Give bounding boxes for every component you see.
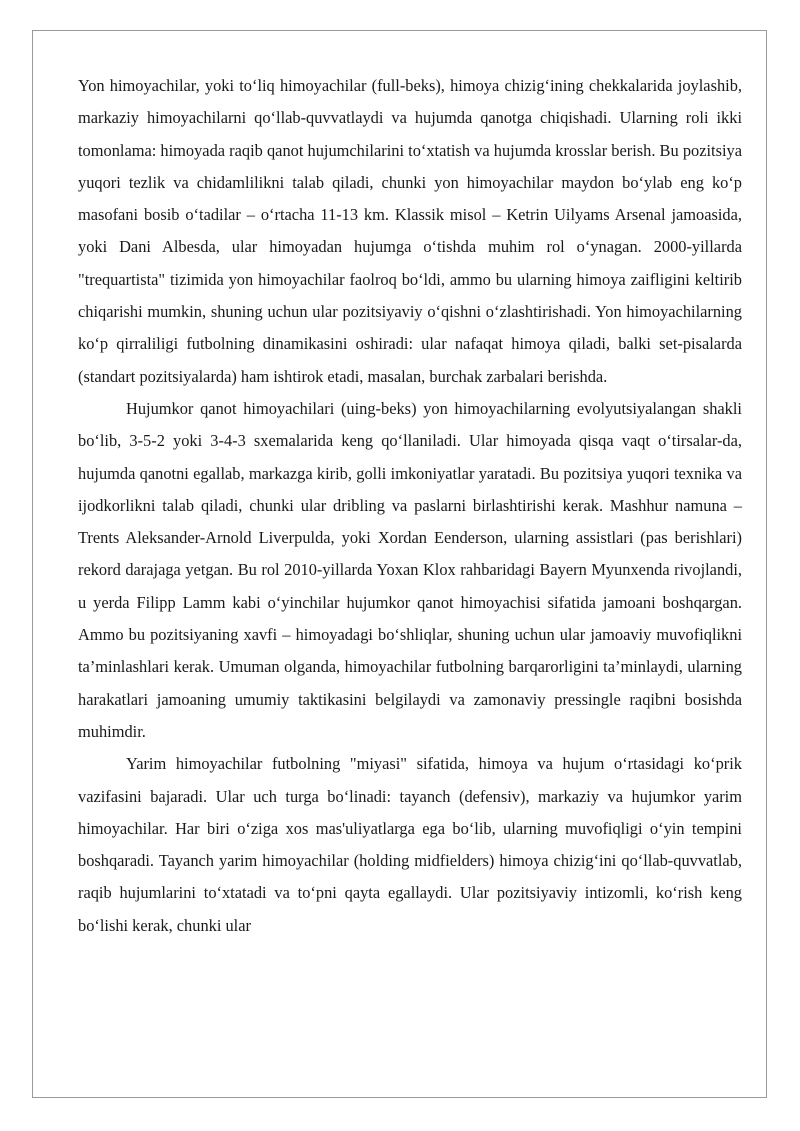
paragraph-fullbacks: Yon himoyachilar, yoki to‘liq himoyachilar (full-beks), himoya chizig‘ining chekkalarida joylashib, markaziy himoyachilarni qo‘llab-quvvatlaydi va hujumda qanotga chiqishadi. Ularning roli ikki tomonlama: himoyada raqib qanot hujumchilarini to‘xtatish va hujumda krosslar berish. Bu pozitsiya yuqori tezlik va chidamlilikni talab qiladi, chunki yon himoyachilar maydon bo‘ylab eng ko‘p masofani bosib o‘tadilar – o‘rtacha 11-13 km. Klassik misol – Ketrin Uilyams Arsenal jamoasida, yoki Dani Albesda, ular himoyadan hujumga o‘tishda muhim rol o‘ynagan. 2000-yillarda "trequartista" tizimida yon himoyachilar faolroq bo‘ldi, ammo bu ularning himoya zaifligini keltirib chiqarishi mumkin, shuning uchun ular pozitsiyaviy o‘qishni o‘zlashtirishadi. Yon himoyachilarning ko‘p qirraliligi futbolning dinamikasini oshiradi: ular nafaqat himoya qiladi, balki set-pisalarda (standart pozitsiyalarda) ham ishtirok etadi, masalan, burchak zarbalari berishda. bbox=[78, 76, 742, 386]
document-body bbox=[78, 70, 742, 942]
paragraph-midfielders: Yarim himoyachilar futbolning "miyasi" sifatida, himoya va hujum o‘rtasidagi ko‘prik vazifasini bajaradi. Ular uch turga bo‘linadi: tayanch (defensiv), markaziy va hujumkor yarim himoyachilar. Har biri o‘ziga xos mas'uliyatlarga ega bo‘lib, ularning muvofiqligi o‘yin tempini boshqaradi. Tayanch yarim himoyachilar (holding midfielders) himoya chizig‘ini qo‘llab-quvvatlab, raqib hujumlarini to‘xtatadi va to‘pni qayta egallaydi. Ular pozitsiyaviy intizomli, ko‘rish keng bo‘lishi kerak, chunki ular bbox=[78, 754, 742, 935]
paragraph-wingbacks: Hujumkor qanot himoyachilari (uing-beks) yon himoyachilarning evolyutsiyalangan shakli bo‘lib, 3-5-2 yoki 3-4-3 sxemalarida keng qo‘llaniladi. Ular himoyada qisqa vaqt o‘tirsalar-da, hujumda qanotni egallab, markazga kirib, golli imkoniyatlar yaratadi. Bu pozitsiya yuqori texnika va ijodkorlikni talab qiladi, chunki ular dribling va paslarni birlashtirishi kerak. Mashhur namuna – Trents Aleksander-Arnold Liverpulda, yoki Xordan Eenderson, ularning assistlari (pas berishlari) rekord darajaga yetgan. Bu rol 2010-yillarda Yoxan Klox rahbaridagi Bayern Myunxenda rivojlandi, u yerda Filipp Lamm kabi o‘yinchilar hujumkor qanot himoyachisi sifatida jamoani boshqargan. Ammo bu pozitsiyaning xavfi – himoyadagi bo‘shliqlar, shuning uchun ular jamoaviy muvofiqlikni ta’minlashlari kerak. Umuman olganda, himoyachilar futbolning barqarorligini ta’minlaydi, ularning harakatlari jamoaning umumiy taktikasini belgilaydi va zamonaviy pressingle raqibni bosishda muhimdir. bbox=[78, 398, 742, 741]
